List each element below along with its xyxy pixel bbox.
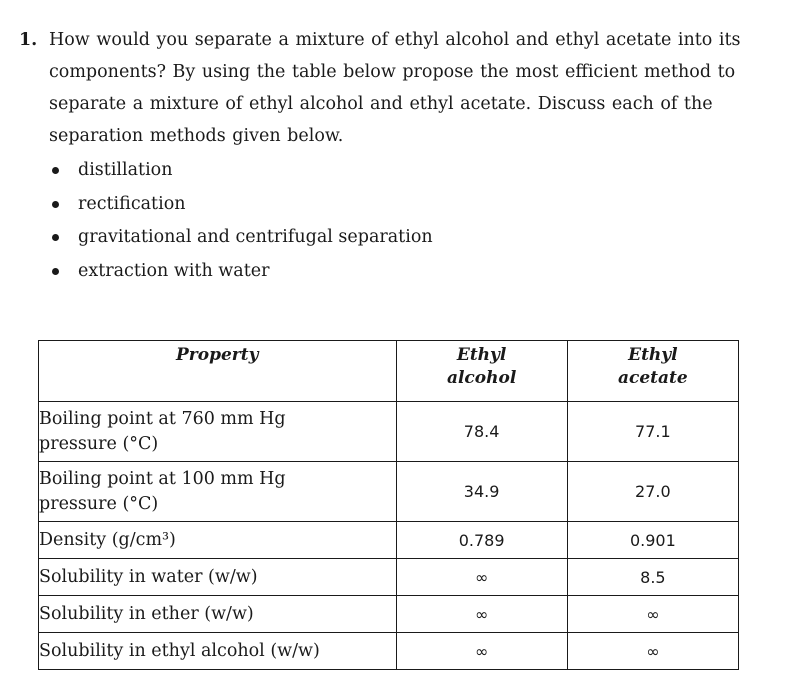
header-alcohol-line2: alcohol — [446, 368, 517, 388]
list-item — [52, 221, 433, 255]
question-first-line — [19, 24, 764, 56]
question-text-line: separation methods given below. — [49, 126, 344, 146]
property-line1: Boiling point at 100 mm Hg — [39, 468, 286, 489]
header-alcohol-line1: Ethyl — [456, 345, 507, 365]
header-ethyl-alcohol — [396, 341, 567, 402]
acetate-value: 8.5 — [567, 559, 738, 596]
method-list — [52, 154, 433, 288]
property-cell: Solubility in ether (w/w) — [39, 596, 397, 633]
table-row — [39, 596, 739, 633]
acetate-value: 0.901 — [567, 522, 738, 559]
method-label: distillation — [78, 160, 173, 180]
property-cell: Solubility in ethyl alcohol (w/w) — [39, 633, 397, 670]
alcohol-value: 0.789 — [396, 522, 567, 559]
property-line2: pressure (°C) — [39, 433, 159, 454]
bullet-icon — [52, 167, 59, 174]
acetate-value: 27.0 — [567, 462, 738, 522]
table-row — [39, 559, 739, 596]
alcohol-value: 78.4 — [396, 402, 567, 462]
question-block — [19, 24, 764, 152]
list-item — [52, 255, 433, 289]
property-cell: Density (g/cm³) — [39, 522, 397, 559]
method-label: rectification — [78, 193, 186, 214]
method-label: gravitational and centrifugal separation — [78, 227, 433, 247]
bullet-icon — [52, 201, 59, 208]
table-row — [39, 522, 739, 559]
table-row — [39, 462, 739, 522]
alcohol-value: ∞ — [396, 596, 567, 633]
property-cell: Solubility in water (w/w) — [39, 559, 397, 596]
property-cell — [39, 402, 397, 462]
question-number: 1. — [19, 30, 38, 50]
question-text-line: components? By using the table below propose the most efficient method to — [49, 62, 736, 82]
list-item — [52, 154, 433, 188]
header-property-label: Property — [176, 345, 259, 365]
method-label: extraction with water — [78, 260, 270, 281]
header-property — [39, 341, 397, 402]
bullet-icon — [52, 234, 59, 241]
table-row — [39, 402, 739, 462]
property-line2: pressure (°C) — [39, 493, 159, 514]
header-ethyl-acetate — [567, 341, 738, 402]
list-item — [52, 188, 433, 222]
acetate-value: ∞ — [567, 596, 738, 633]
acetate-value: 77.1 — [567, 402, 738, 462]
property-cell — [39, 462, 397, 522]
question-text-line: How would you separate a mixture of ethyl alcohol and ethyl acetate into its — [49, 30, 741, 50]
alcohol-value: 34.9 — [396, 462, 567, 522]
question-text-line: separate a mixture of ethyl alcohol and ethyl acetate. Discuss each of the — [49, 94, 713, 114]
alcohol-value: ∞ — [396, 559, 567, 596]
table-header-row — [39, 341, 739, 402]
header-acetate-line2: acetate — [618, 368, 688, 388]
acetate-value: ∞ — [567, 633, 738, 670]
header-acetate-line1: Ethyl — [628, 345, 678, 365]
table-row — [39, 633, 739, 670]
property-table — [38, 340, 739, 670]
property-line1: Boiling point at 760 mm Hg — [39, 408, 286, 429]
bullet-icon — [52, 268, 59, 275]
alcohol-value: ∞ — [396, 633, 567, 670]
